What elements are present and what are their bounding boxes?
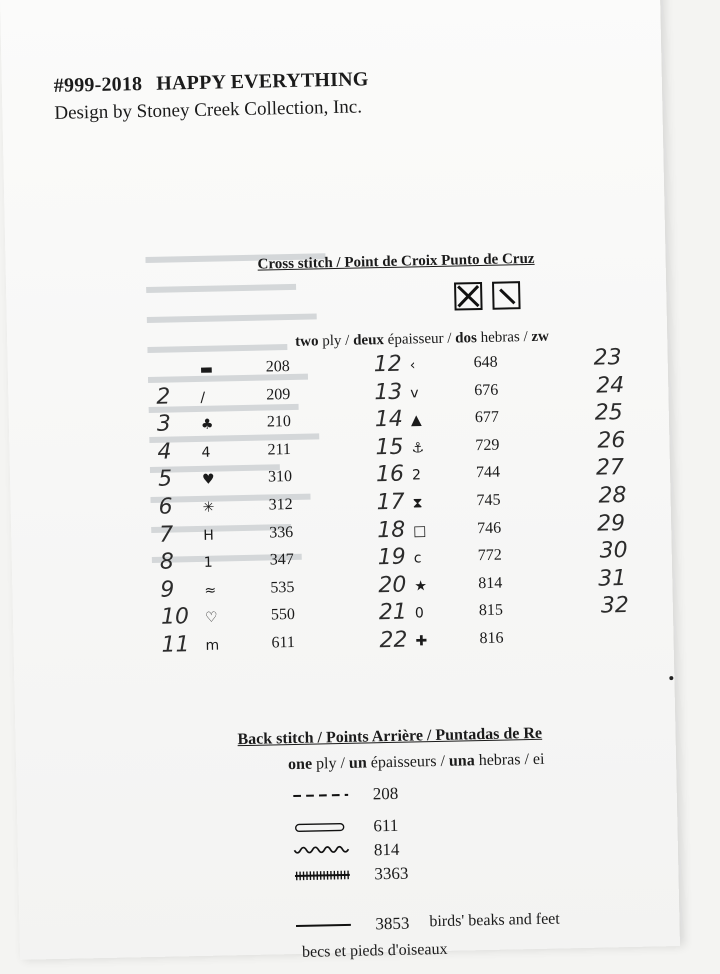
dmc-code: 611 bbox=[271, 634, 295, 652]
handwritten-number: 27 bbox=[596, 455, 625, 481]
handwritten-number: 13 bbox=[374, 379, 403, 405]
floss-row bbox=[8, 392, 9, 416]
handwritten-number: 17 bbox=[376, 490, 405, 516]
dashed-line-icon bbox=[289, 789, 353, 802]
floss-row bbox=[13, 612, 14, 636]
back-stitch-heading: Back stitch / Points Arrière / Puntadas de Re bbox=[237, 725, 542, 749]
handwritten-number: 31 bbox=[598, 566, 627, 592]
handwritten-number: 6 bbox=[158, 494, 173, 519]
dmc-code: 209 bbox=[266, 386, 290, 404]
floss-row bbox=[8, 364, 9, 388]
dmc-code: 815 bbox=[479, 602, 503, 620]
dmc-code: 814 bbox=[478, 574, 502, 592]
back-stitch-row bbox=[291, 916, 292, 940]
stitch-symbol: ♡ bbox=[205, 610, 218, 626]
wavy-line-icon bbox=[290, 845, 354, 858]
dmc-code: 208 bbox=[373, 784, 399, 805]
pattern-number: #999-2018 bbox=[54, 73, 143, 97]
stitch-symbol: 2 bbox=[412, 468, 421, 484]
handwritten-number: 28 bbox=[598, 483, 627, 509]
half-stitch-icon bbox=[492, 281, 521, 310]
dmc-code: 336 bbox=[269, 524, 293, 542]
floss-row bbox=[13, 640, 14, 664]
handwritten-number: 9 bbox=[160, 577, 175, 602]
stitch-symbol: ♥ bbox=[202, 472, 215, 488]
designer-credit: Design by Stoney Creek Collection, Inc. bbox=[54, 96, 362, 124]
hatched-line-icon bbox=[290, 869, 354, 882]
handwritten-number: 18 bbox=[377, 517, 406, 543]
dmc-code: 347 bbox=[270, 551, 294, 569]
stitch-symbol: ✳ bbox=[203, 500, 215, 516]
stitch-type-icons bbox=[454, 281, 527, 311]
ply-sep: hebras / ei bbox=[475, 751, 545, 769]
dmc-code: 550 bbox=[271, 606, 295, 624]
handwritten-number: 16 bbox=[376, 462, 405, 488]
full-cross-icon bbox=[454, 282, 483, 311]
back-stitch-description: birds' beaks and feet bbox=[429, 910, 560, 931]
dmc-code: 535 bbox=[270, 579, 294, 597]
ink-dot bbox=[669, 676, 673, 680]
dmc-code: 746 bbox=[477, 519, 501, 537]
handwritten-number: 32 bbox=[601, 593, 630, 619]
cross-stitch-heading: Cross stitch / Point de Croix Punto de Cruz bbox=[257, 251, 534, 274]
ply-es: dos bbox=[455, 330, 477, 346]
handwritten-number: 22 bbox=[379, 628, 408, 654]
floss-row bbox=[12, 557, 13, 581]
stitch-symbol: ▲ bbox=[411, 412, 422, 428]
ply-sep: épaisseur / bbox=[384, 331, 456, 348]
handwritten-number: 8 bbox=[160, 550, 175, 575]
floss-row bbox=[9, 419, 10, 443]
back-stitch-row bbox=[289, 818, 290, 842]
floss-row bbox=[9, 419, 10, 443]
handwritten-number: 21 bbox=[379, 600, 408, 626]
trailing-text: becs et pieds d'oiseaux bbox=[302, 941, 448, 968]
dmc-code: 312 bbox=[268, 496, 292, 514]
handwritten-number: 4 bbox=[157, 439, 172, 464]
floss-row bbox=[11, 529, 12, 553]
stitch-symbol: / bbox=[200, 389, 205, 405]
floss-row bbox=[12, 585, 13, 609]
pattern-title bbox=[54, 68, 383, 98]
floss-row bbox=[12, 585, 13, 609]
ply-fr: un bbox=[349, 754, 367, 771]
handwritten-number: 10 bbox=[161, 605, 190, 631]
handwritten-number: 15 bbox=[375, 434, 404, 460]
stitch-symbol: 4 bbox=[201, 444, 210, 460]
back-stitch-row bbox=[290, 842, 291, 866]
floss-row bbox=[13, 612, 14, 636]
handwritten-number: 12 bbox=[373, 352, 402, 378]
handwritten-number: 25 bbox=[595, 400, 624, 426]
ply-en: two bbox=[295, 333, 319, 349]
stitch-symbol: ♣ bbox=[201, 417, 214, 433]
floss-row bbox=[8, 392, 9, 416]
dmc-code: 310 bbox=[268, 468, 292, 486]
floss-row bbox=[10, 474, 11, 498]
dmc-code: 676 bbox=[474, 381, 498, 399]
dmc-code: 648 bbox=[474, 354, 498, 372]
dmc-code: 745 bbox=[476, 492, 500, 510]
ply-sep: ply / bbox=[312, 755, 349, 773]
stitch-symbol: 0 bbox=[415, 606, 424, 622]
dmc-code: 772 bbox=[478, 547, 502, 565]
stitch-symbol: c bbox=[414, 550, 422, 566]
dmc-code: 814 bbox=[374, 840, 400, 861]
floss-row bbox=[13, 640, 14, 664]
ply-en: one bbox=[288, 756, 312, 773]
dmc-code: 211 bbox=[267, 441, 291, 459]
handwritten-number: 5 bbox=[158, 467, 173, 492]
solid-line-icon bbox=[291, 919, 355, 932]
floss-row bbox=[11, 502, 12, 526]
ply-es: una bbox=[449, 752, 475, 770]
handwritten-number: 23 bbox=[593, 345, 622, 371]
stitch-symbol: ⧗ bbox=[412, 495, 422, 511]
dmc-code: 744 bbox=[476, 464, 500, 482]
dmc-code: 208 bbox=[266, 358, 290, 376]
stitch-symbol: 1 bbox=[204, 555, 213, 571]
stitch-symbol: ▬ bbox=[200, 362, 214, 378]
dmc-code: 3853 bbox=[375, 914, 409, 935]
ply-sep: hebras / bbox=[477, 329, 532, 346]
floss-row bbox=[12, 557, 13, 581]
dmc-code: 3363 bbox=[374, 864, 408, 885]
back-stitch-row bbox=[290, 866, 291, 890]
stitch-symbol: ✚ bbox=[415, 633, 427, 649]
dmc-code: 729 bbox=[475, 436, 499, 454]
ply-sep: épaisseurs / bbox=[367, 753, 450, 772]
handwritten-number: 14 bbox=[375, 407, 404, 433]
handwritten-number: 7 bbox=[159, 522, 174, 547]
floss-row bbox=[9, 447, 10, 471]
back-stitch-row bbox=[289, 786, 290, 810]
floss-row bbox=[11, 529, 12, 553]
floss-row bbox=[11, 502, 12, 526]
dmc-code: 611 bbox=[373, 816, 398, 837]
stitch-symbol: ≈ bbox=[204, 582, 216, 598]
stitch-symbol: v bbox=[410, 385, 419, 401]
dmc-code: 210 bbox=[267, 413, 291, 431]
ply-de: zw bbox=[531, 329, 549, 345]
handwritten-number: 3 bbox=[157, 412, 172, 437]
handwritten-number: 29 bbox=[597, 511, 626, 537]
double-line-icon bbox=[289, 821, 353, 834]
handwritten-number: 11 bbox=[161, 632, 190, 658]
floss-row bbox=[8, 364, 9, 388]
stitch-symbol: ‹ bbox=[410, 357, 416, 373]
handwritten-number: 24 bbox=[596, 373, 625, 399]
back-stitch-ply-line bbox=[288, 751, 545, 774]
ply-sep: ply / bbox=[318, 333, 353, 350]
stitch-symbol: m bbox=[205, 638, 219, 654]
dmc-code: 816 bbox=[479, 630, 503, 648]
dmc-code: 677 bbox=[475, 409, 499, 427]
stitch-symbol: ⚓ bbox=[411, 440, 424, 456]
handwritten-number: 26 bbox=[597, 428, 626, 454]
pattern-name: HAPPY EVERYTHING bbox=[156, 68, 369, 94]
stitch-symbol: ★ bbox=[414, 578, 427, 594]
floss-row bbox=[9, 447, 10, 471]
handwritten-number: 19 bbox=[378, 545, 407, 571]
stitch-symbol: □ bbox=[413, 523, 427, 539]
floss-row bbox=[10, 474, 11, 498]
ply-fr: deux bbox=[353, 332, 384, 349]
handwritten-number: 2 bbox=[156, 384, 171, 409]
stitch-symbol: H bbox=[203, 527, 214, 543]
handwritten-number: 30 bbox=[599, 538, 628, 564]
handwritten-number: 20 bbox=[378, 572, 407, 598]
